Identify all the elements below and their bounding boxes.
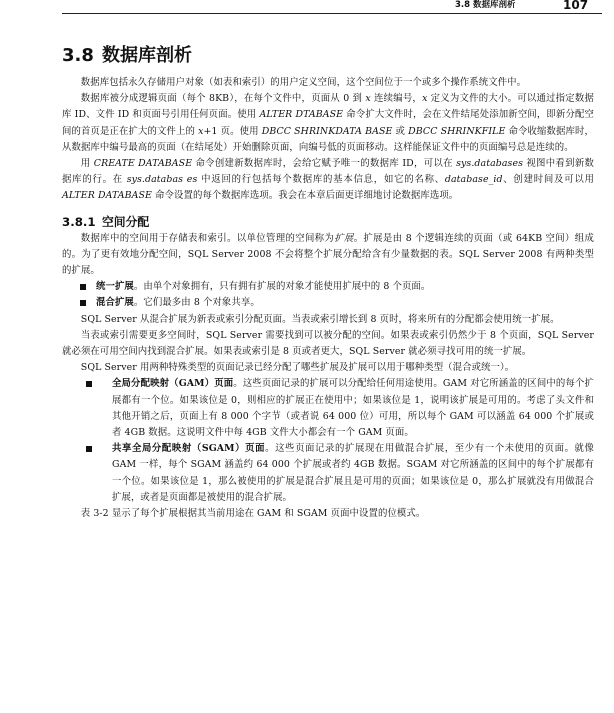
page-body: [62, 45, 594, 522]
allocation-map-list: [62, 376, 594, 506]
list-item: 混合扩展。它们最多由 8 个对象共享。: [62, 295, 594, 311]
bullet-icon: [86, 446, 92, 452]
subsection-heading: [62, 214, 594, 230]
paragraph-pages: 数据库被分成逻辑页面（每个 8KB），在每个文件中，页面从 0 到 x 连续编号，x 定义为文件的大小。可以通过指定数据库 ID、文件 ID 和页面号引用任何页面。使用 ALTER DTABASE 命令扩大文件时，会在文件结尾处添加新空间，即新分配空间的首页是正在扩大的文件上的 x+1 页。使用 DBCC SHRINKDATA BASE 或 DBCC SHRINKFILE 命令收缩数据库时，从数据库中编号最高的页面（在结尾处）开始删除页面，向编号低的页面移动。这样能保证文件中的页面编号总是连续的。: [62, 93, 595, 153]
header-section-title: 3.8 数据库剖析: [455, 0, 516, 10]
list-item: 全局分配映射（GAM）页面。这些页面记录的扩展可以分配给任何用途使用。GAM 对它所涵盖的区间中的每个扩展都有一个位。如果该位是 0，则相应的扩展正在使用中；如果该位是 1，说明该扩展是可用的。考虑了头文件和其他开销之后，页面上有 8 000 个字节（或者说 64 000 位）可用，所以每个 GAM 可以涵盖 64 000 个扩展或者 4GB 数据。这说明文件中每 4GB 文件大小都会有一个 GAM 页面。: [62, 376, 594, 441]
paragraph-mixed-allocation: SQL Server 从混合扩展为新表或索引分配页面。当表或索引增长到 8 页时，将来所有的分配都会使用统一扩展。: [80, 313, 560, 325]
list-item: 共享全局分配映射（SGAM）页面。这些页面记录的扩展现在用做混合扩展，至少有一个未使用的页面。就像 GAM 一样，每个 SGAM 涵盖约 64 000 个扩展或者约 4GB 数据。SGAM 对它所涵盖的区间中的每个扩展都有一个位。如果该位是 1，那么被使用的扩展是混合扩展且是可用的页面；如果该位是 0，那么扩展就没有用做混合扩展，或者是页面都是被使用的混合扩展。: [62, 441, 594, 506]
header-rule: [62, 13, 602, 14]
paragraph-intro: 数据库包括永久存储用户对象（如表和索引）的用户定义空间，这个空间位于一个或多个操作系统文件中。: [80, 77, 527, 88]
bullet-icon: [86, 381, 92, 387]
paragraph-create-database: 用 CREATE DATABASE 命令创建新数据库时，会给它赋予唯一的数据库 ID，可以在 sys.databases 视图中看到新数据库的行。在 sys.databas es 中返回的行包括每个数据库的基本信息，如它的名称、database_id、创建时间及可以用 ALTER DATABASE 命令设置的每个数据库选项。我会在本章后面更详细地讨论数据库选项。: [62, 158, 594, 202]
extent-types-list: [62, 279, 594, 311]
section-number: 3.8: [62, 45, 94, 66]
header-page-number: 107: [563, 0, 589, 12]
list-item: 统一扩展。由单个对象拥有，只有拥有扩展的对象才能使用扩展中的 8 个页面。: [62, 279, 594, 295]
paragraph-table-ref: 表 3-2 显示了每个扩展根据其当前用途在 GAM 和 SGAM 页面中设置的位模式。: [80, 508, 426, 520]
bullet-icon: [80, 300, 86, 306]
section-title: 数据库剖析: [102, 45, 192, 66]
subsection-title: 空间分配: [102, 214, 150, 229]
paragraph-extents: 数据库中的空间用于存储表和索引。以单位管理的空间称为扩展。扩展是由 8 个逻辑连续的页面（或 64KB 空间）组成的。为了更有效地分配空间，SQL Server 2008 不会将整个扩展分配给含有少量数据的表。SQL Server 2008 有两种类型的扩展。: [62, 232, 595, 277]
bullet-icon: [80, 284, 86, 290]
paragraph-more-space: 当表或索引需要更多空间时，SQL Server 需要找到可以被分配的空间。如果表或索引仍然少于 8 个页面，SQL Server 就必须在可用空间内找到混合扩展。如果表或索引是 8 页或者更大，SQL Server 就必须寻找可用的统一扩展。: [62, 329, 594, 358]
running-header: [0, 0, 614, 12]
section-heading: [62, 45, 594, 67]
subsection-number: 3.8.1: [62, 214, 96, 229]
paragraph-special-pages: SQL Server 用两种特殊类型的页面记录已经分配了哪些扩展及扩展可以用于哪种类型（混合或统一）。: [80, 362, 515, 374]
